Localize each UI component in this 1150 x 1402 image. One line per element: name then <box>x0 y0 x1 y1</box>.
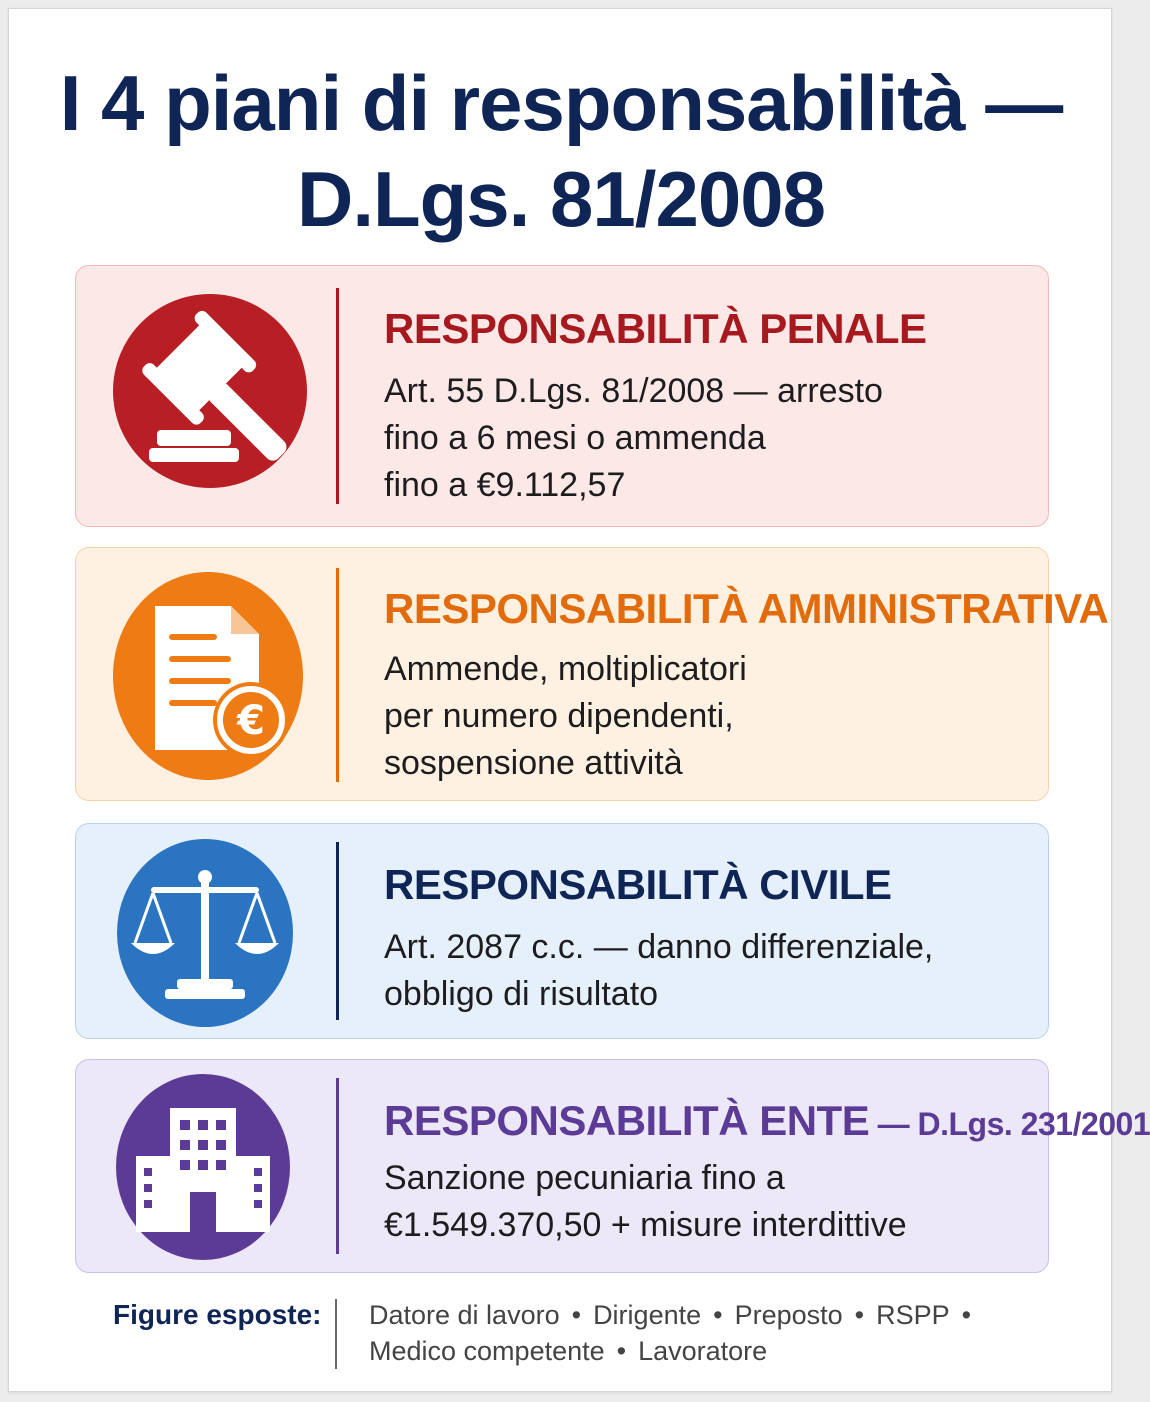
card-divider <box>336 288 339 504</box>
gavel-icon <box>113 294 307 488</box>
card-description: Ammende, moltiplicatori per numero dipendenti, sospensione attività <box>384 650 747 782</box>
card-heading-reference: — D.Lgs. 231/2001 <box>869 1106 1150 1142</box>
figures-label: Figure esposte: <box>113 1299 322 1330</box>
card-responsabilita-amministrativa <box>75 547 1109 801</box>
svg-text:€: € <box>237 698 265 744</box>
page-title-line-1: I 4 piani di responsabilità — <box>59 59 1063 147</box>
bullet-separator: • <box>961 1300 972 1330</box>
card-heading: RESPONSABILITÀ CIVILE <box>384 861 892 908</box>
bullet-separator: • <box>713 1300 723 1330</box>
card-divider <box>336 568 339 782</box>
building-icon <box>116 1074 290 1260</box>
card-description: Art. 55 D.Lgs. 81/2008 — arresto fino a 6 mesi o ammenda fino a €9.112,57 <box>384 372 883 504</box>
card-responsabilita-ente <box>75 1059 1150 1273</box>
infographic-page <box>8 8 1150 1392</box>
card-heading: RESPONSABILITÀ AMMINISTRATIVA <box>384 585 1109 632</box>
card-heading <box>384 1096 1150 1149</box>
figure-item: Dirigente <box>593 1300 702 1330</box>
figures-divider <box>335 1299 337 1369</box>
bullet-separator: • <box>571 1300 582 1330</box>
card-responsabilita-civile <box>75 823 1049 1039</box>
card-divider <box>336 842 339 1020</box>
bullet-separator: • <box>854 1300 865 1330</box>
card-responsabilita-penale <box>75 265 1049 527</box>
card-heading-main: RESPONSABILITÀ ENTE <box>384 1097 870 1144</box>
bullet-separator: • <box>616 1336 627 1366</box>
scales-icon <box>117 839 293 1027</box>
card-divider <box>336 1078 339 1254</box>
figure-item: RSPP <box>876 1300 950 1330</box>
card-description: Art. 2087 c.c. — danno differenziale, obbligo di risultato <box>384 928 934 1013</box>
card-description: Sanzione pecuniaria fino a €1.549.370,50 + misure interdittive <box>384 1159 907 1244</box>
figure-item: Lavoratore <box>638 1336 768 1366</box>
card-heading: RESPONSABILITÀ PENALE <box>384 305 927 352</box>
figure-item: Medico competente <box>369 1336 605 1366</box>
figures-list <box>369 1297 1069 1369</box>
figure-item: Preposto <box>734 1300 843 1330</box>
page-title-line-2: D.Lgs. 81/2008 <box>297 155 825 243</box>
page-title <box>9 55 1113 247</box>
document-euro-icon <box>113 572 303 780</box>
figure-item: Datore di lavoro <box>369 1300 560 1330</box>
